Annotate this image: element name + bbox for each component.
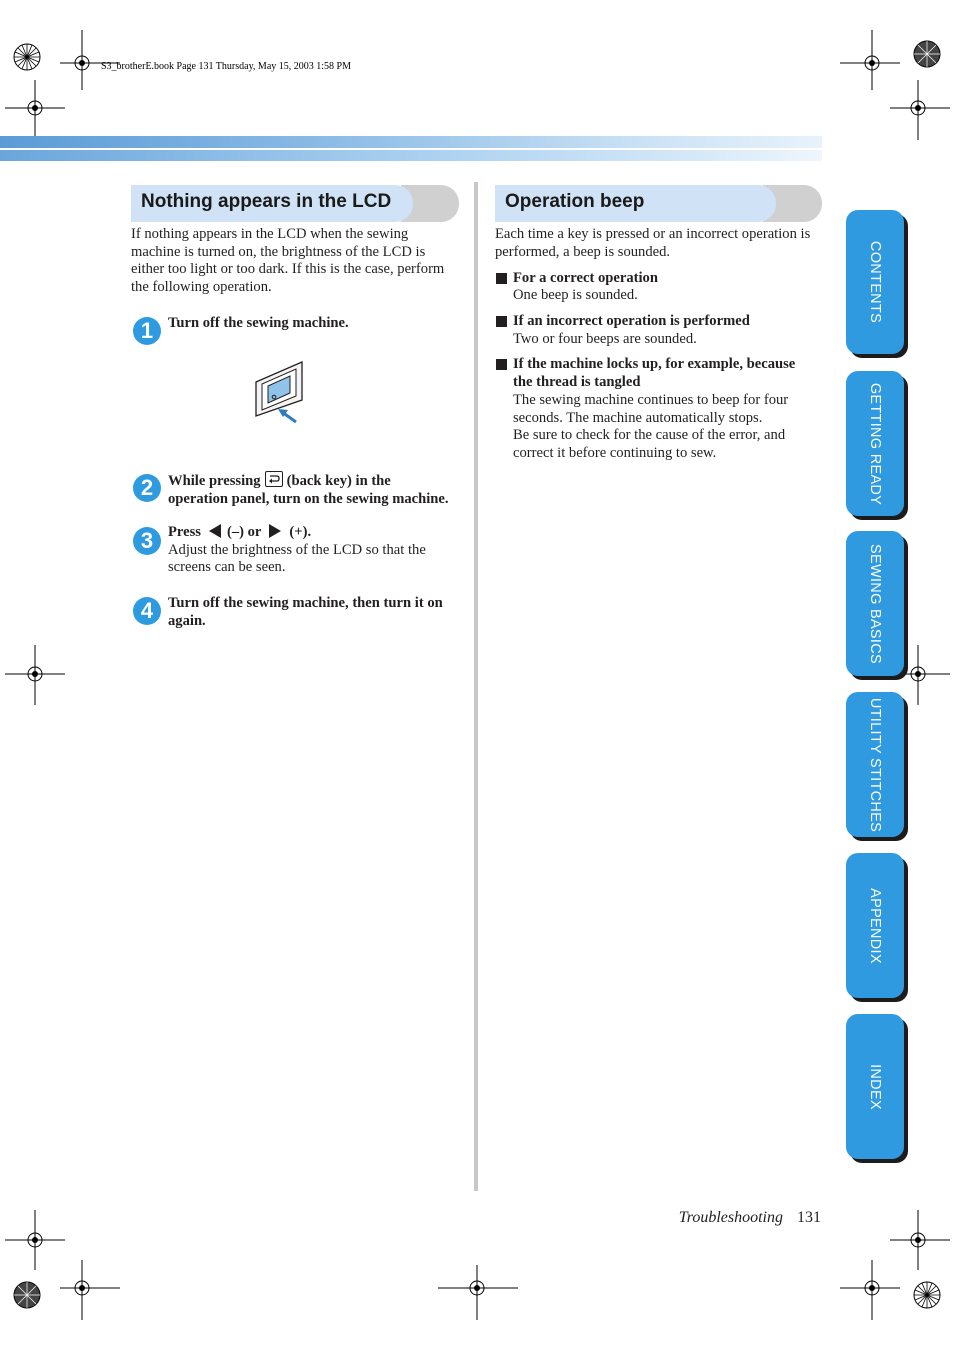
step-text-part: (–) or	[226, 524, 262, 540]
crosshair-mark-icon	[5, 645, 65, 705]
tab-appendix[interactable]	[846, 853, 904, 998]
step-number: 1	[133, 317, 161, 345]
header-band	[0, 136, 822, 148]
tab-label: SEWING BASICS	[867, 543, 883, 664]
crosshair-mark-icon	[60, 1260, 120, 1320]
step-text: Turn off the sewing machine.	[168, 315, 349, 331]
crosshair-mark-icon	[5, 1210, 65, 1270]
step-text: Turn off the sewing machine, then turn it on again.	[168, 595, 443, 629]
tab-sewing-basics[interactable]	[846, 531, 904, 676]
section-title: Nothing appears in the LCD	[141, 191, 392, 212]
step-text-part: (back key) in the	[286, 473, 391, 489]
step-text	[168, 471, 468, 508]
intro-paragraph: Each time a key is pressed or an incorrect operation is performed, a beep is sounded.	[495, 226, 811, 260]
step-number: 4	[133, 597, 161, 625]
tab-label: APPENDIX	[867, 887, 883, 964]
step-text-part: Adjust the brightness of the LCD so that the screens can be seen.	[168, 541, 426, 576]
step-text-part: (+).	[289, 524, 312, 540]
step-text-part: operation panel, turn on the sewing machine.	[168, 490, 449, 507]
item-heading: If an incorrect operation is performed	[513, 313, 750, 329]
section-heading-beep	[495, 185, 822, 222]
page-footer	[679, 1209, 821, 1227]
item-heading: For a correct operation	[513, 270, 658, 286]
left-triangle-icon	[209, 524, 221, 538]
power-switch-icon	[252, 360, 308, 426]
step-text-part: While pressing	[168, 473, 261, 489]
registration-mark-icon	[897, 1265, 954, 1325]
intro-paragraph: If nothing appears in the LCD when the sewing machine is turned on, the brightness of the LCD is either too light or too dark. If this is the case, perform the following operation.	[131, 226, 445, 295]
tab-label: INDEX	[867, 1063, 883, 1110]
tab-label: GETTING READY	[867, 382, 883, 505]
item-body: One beep is sounded.	[513, 287, 638, 303]
section-heading-lcd	[131, 185, 459, 222]
bullet-square	[496, 359, 507, 370]
column-divider	[474, 182, 478, 1191]
crosshair-mark-icon	[840, 1260, 900, 1320]
file-info: S3_brotherE.book Page 131 Thursday, May 15, 2003 1:58 PM	[101, 61, 351, 72]
footer-section: Troubleshooting	[678, 1209, 783, 1226]
step-number: 2	[133, 474, 161, 502]
tab-utility-stitches[interactable]	[846, 692, 904, 837]
tab-label: CONTENTS	[867, 240, 883, 324]
tab-label: UTILITY STITCHES	[867, 697, 883, 832]
bullet-square	[496, 316, 507, 327]
tab-index[interactable]	[846, 1014, 904, 1159]
page-number: 131	[797, 1209, 821, 1226]
tab-getting-ready[interactable]	[846, 371, 904, 516]
section-title: Operation beep	[505, 191, 645, 212]
registration-mark-icon	[0, 1265, 60, 1325]
item-heading: If the machine locks up, for example, because the thread is tangled	[513, 356, 796, 390]
crosshair-mark-icon	[60, 30, 120, 90]
tab-contents[interactable]	[846, 210, 904, 354]
item-body: The sewing machine continues to beep for four seconds. The machine automatically stops.	[513, 392, 789, 426]
crosshair-mark-icon	[890, 80, 950, 140]
step-number: 3	[133, 527, 161, 555]
header-band	[0, 150, 822, 161]
step-text-part: Press	[168, 524, 201, 540]
crosshair-mark-icon	[5, 80, 65, 140]
item-body: Be sure to check for the cause of the error, and correct it before continuing to sew.	[513, 427, 786, 461]
step-text	[168, 524, 468, 577]
back-key-icon	[265, 471, 283, 487]
right-triangle-icon	[269, 524, 281, 538]
crosshair-mark-icon	[438, 1260, 518, 1320]
item-body: Two or four beeps are sounded.	[513, 331, 697, 347]
bullet-square	[496, 273, 507, 284]
